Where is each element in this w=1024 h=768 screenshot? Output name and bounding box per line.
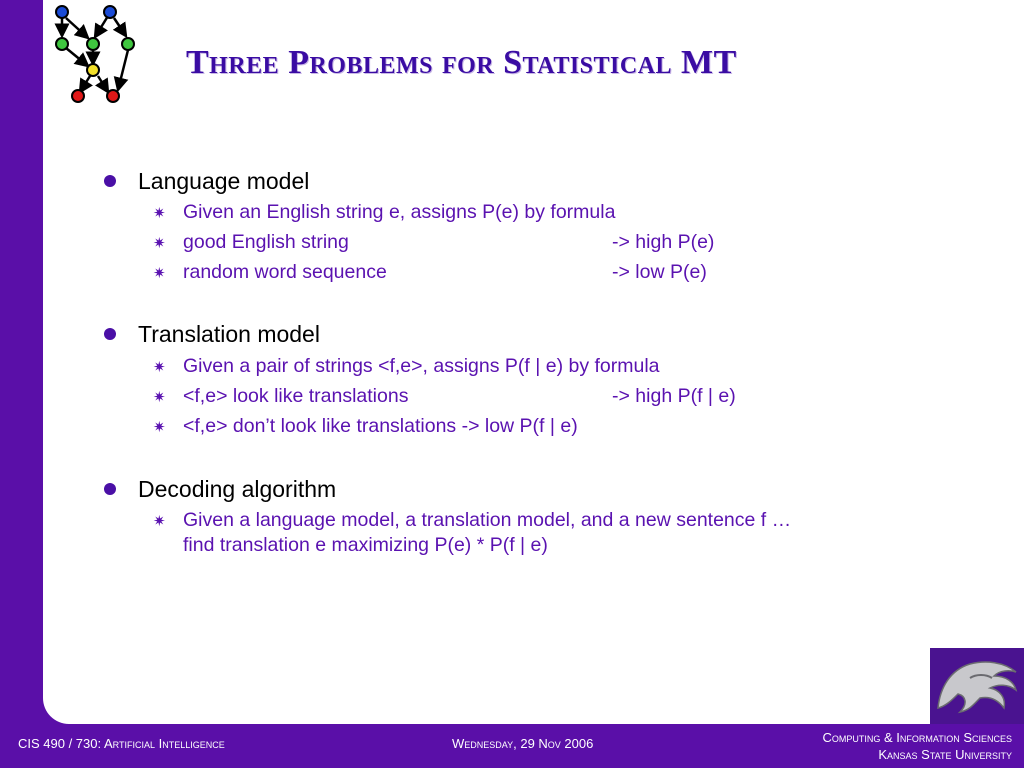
section-bullet <box>104 175 116 187</box>
list-item: <f,e> don’t look like translations -> low P(f | e) <box>183 415 578 437</box>
list-item-continuation: find translation e maximizing P(e) * P(f | e) <box>183 534 548 556</box>
list-item: Given an English string e, assigns P(e) by formula <box>183 201 616 223</box>
sub-bullet-icon: ✷ <box>153 513 166 530</box>
footer-dept: Computing & Information Sciences <box>822 730 1012 745</box>
sub-bullet-icon: ✷ <box>153 205 166 222</box>
list-item: Given a language model, a translation model, and a new sentence f … <box>183 509 792 531</box>
list-item: good English string <box>183 231 349 253</box>
list-item-result: -> high P(e) <box>612 231 715 253</box>
sub-bullet-icon: ✷ <box>153 359 166 376</box>
section-heading-translation-model: Translation model <box>138 321 320 347</box>
slide-title: Three Problems for Statistical MT <box>186 44 737 81</box>
section-bullet <box>104 483 116 495</box>
list-item-result: -> high P(f | e) <box>612 385 736 407</box>
sub-bullet-icon: ✷ <box>153 235 166 252</box>
footer-course: CIS 490 / 730: Artificial Intelligence <box>18 736 225 751</box>
section-bullet <box>104 328 116 340</box>
footer-date: Wednesday, 29 Nov 2006 <box>452 736 594 751</box>
footer-institution <box>822 729 1012 763</box>
wildcat-logo <box>930 648 1024 724</box>
sub-bullet-icon: ✷ <box>153 265 166 282</box>
network-graph-logo <box>48 4 144 106</box>
list-item: random word sequence <box>183 261 387 283</box>
footer-university: Kansas State University <box>878 747 1012 762</box>
list-item: <f,e> look like translations <box>183 385 409 407</box>
list-item-result: -> low P(e) <box>612 261 707 283</box>
sub-bullet-icon: ✷ <box>153 389 166 406</box>
sub-bullet-icon: ✷ <box>153 419 166 436</box>
list-item: Given a pair of strings <f,e>, assigns P(f | e) by formula <box>183 355 660 377</box>
section-heading-language-model: Language model <box>138 168 310 194</box>
section-heading-decoding-algorithm: Decoding algorithm <box>138 476 337 502</box>
